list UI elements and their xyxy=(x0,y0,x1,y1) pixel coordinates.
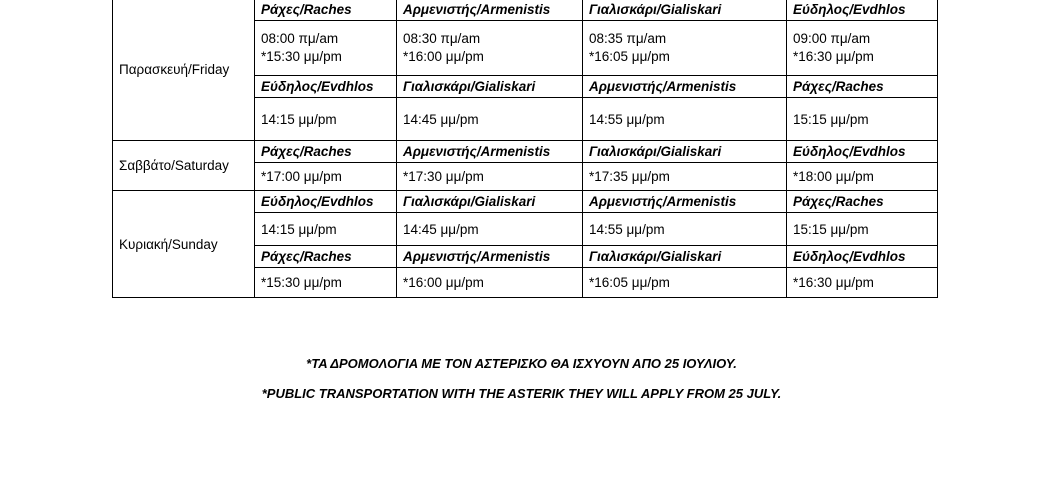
time-cell: 14:15 μμ/pm xyxy=(255,98,397,141)
departure-time: 09:00 πμ/am xyxy=(793,31,871,46)
time-cell: 14:45 μμ/pm xyxy=(397,213,583,246)
time-cell xyxy=(583,21,787,76)
stop-header: Ράχες/Raches xyxy=(255,0,397,21)
stop-header: Γιαλισκάρι/Gialiskari xyxy=(397,76,583,98)
departure-time: 08:00 πμ/am xyxy=(261,31,339,46)
time-cell xyxy=(397,21,583,76)
stop-header: Ράχες/Raches xyxy=(255,141,397,163)
asterisk-note-english: *PUBLIC TRANSPORTATION WITH THE ASTERIK THEY WILL APPLY FROM 25 JULY. xyxy=(261,386,782,401)
time-cell: 14:55 μμ/pm xyxy=(583,98,787,141)
sunday-first-stops-row xyxy=(113,191,938,213)
stop-header: Εύδηλος/Evdhlos xyxy=(255,191,397,213)
asterisk-note-greek: *ΤΑ ΔΡΟΜΟΛΟΓΙΑ ΜΕ ΤΟΝ ΑΣΤΕΡΙΣΚΟ ΘΑ ΙΣΧΥΟΥΝ ΑΠΟ 25 ΙΟΥΛΙΟΥ. xyxy=(306,356,737,371)
departure-time: *16:05 μμ/pm xyxy=(589,49,670,64)
stop-header: Αρμενιστής/Armenistis xyxy=(397,246,583,268)
departure-time: *16:30 μμ/pm xyxy=(793,49,874,64)
day-label-sunday: Κυριακή/Sunday xyxy=(113,191,255,298)
time-cell: *16:30 μμ/pm xyxy=(787,268,938,298)
time-cell: 14:55 μμ/pm xyxy=(583,213,787,246)
stop-header: Ράχες/Raches xyxy=(787,191,938,213)
stop-header: Αρμενιστής/Armenistis xyxy=(583,76,787,98)
time-cell: *16:05 μμ/pm xyxy=(583,268,787,298)
stop-header: Αρμενιστής/Armenistis xyxy=(397,0,583,21)
time-cell: 15:15 μμ/pm xyxy=(787,98,938,141)
time-cell xyxy=(255,21,397,76)
stop-header: Εύδηλος/Evdhlos xyxy=(787,0,938,21)
stop-header: Γιαλισκάρι/Gialiskari xyxy=(583,141,787,163)
departure-time: 08:30 πμ/am xyxy=(403,31,481,46)
stop-header: Αρμενιστής/Armenistis xyxy=(583,191,787,213)
friday-outbound-stops-row xyxy=(113,0,938,21)
time-cell: 15:15 μμ/pm xyxy=(787,213,938,246)
time-cell: *17:00 μμ/pm xyxy=(255,163,397,191)
time-cell: *16:00 μμ/pm xyxy=(397,268,583,298)
stop-header: Ράχες/Raches xyxy=(255,246,397,268)
departure-time: 08:35 πμ/am xyxy=(589,31,667,46)
time-cell: *18:00 μμ/pm xyxy=(787,163,938,191)
time-cell: 14:45 μμ/pm xyxy=(397,98,583,141)
time-cell xyxy=(787,21,938,76)
stop-header: Ράχες/Raches xyxy=(787,76,938,98)
departure-time: *15:30 μμ/pm xyxy=(261,49,342,64)
stop-header: Εύδηλος/Evdhlos xyxy=(255,76,397,98)
departure-time: *16:00 μμ/pm xyxy=(403,49,484,64)
stop-header: Γιαλισκάρι/Gialiskari xyxy=(397,191,583,213)
stop-header: Εύδηλος/Evdhlos xyxy=(787,141,938,163)
time-cell: *17:30 μμ/pm xyxy=(397,163,583,191)
time-cell: *17:35 μμ/pm xyxy=(583,163,787,191)
stop-header: Γιαλισκάρι/Gialiskari xyxy=(583,0,787,21)
stop-header: Αρμενιστής/Armenistis xyxy=(397,141,583,163)
day-label-saturday: Σαββάτο/Saturday xyxy=(113,141,255,191)
stop-header: Γιαλισκάρι/Gialiskari xyxy=(583,246,787,268)
stop-header: Εύδηλος/Evdhlos xyxy=(787,246,938,268)
time-cell: 14:15 μμ/pm xyxy=(255,213,397,246)
day-label-friday: Παρασκευή/Friday xyxy=(113,0,255,141)
bus-schedule-table xyxy=(112,0,938,298)
saturday-stops-row xyxy=(113,141,938,163)
time-cell: *15:30 μμ/pm xyxy=(255,268,397,298)
